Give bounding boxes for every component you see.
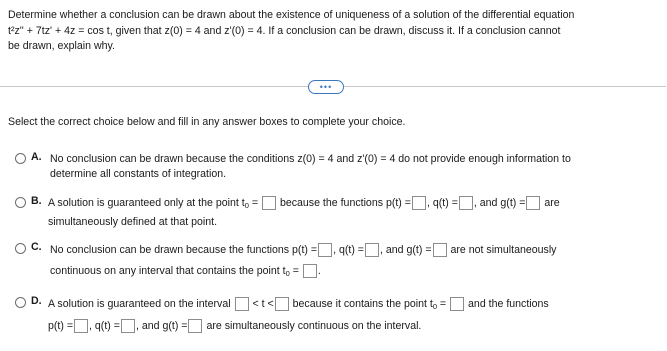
choice-b-text-1: A solution is guaranteed only at the point t (48, 197, 245, 209)
choice-d-text-3: because it contains the point t (292, 298, 433, 310)
answer-box-b-g[interactable] (526, 196, 540, 210)
radio-choice-b[interactable] (15, 197, 26, 208)
instruction-text: Select the correct choice below and fill in any answer boxes to complete your choice. (8, 116, 406, 128)
choice-d-line-1 (48, 296, 549, 315)
choice-c-letter: C. (31, 241, 42, 253)
more-options-button[interactable]: ••• (308, 80, 344, 94)
choice-c-text-5: continuous on any interval that contains the point t (50, 265, 286, 277)
question-line-3: be drawn, explain why. (8, 40, 115, 52)
choice-c-line-2: continuous on any interval that contains the point $t_0$ = . (50, 265, 321, 278)
radio-choice-a[interactable] (15, 153, 26, 164)
choice-b-text-2: because the functions p(t) = (279, 197, 411, 209)
choice-c-equals: = (289, 265, 299, 277)
question-text (8, 8, 663, 55)
answer-box-d-p[interactable] (74, 319, 88, 333)
answer-box-c-q[interactable] (365, 243, 379, 257)
choice-d-text-6: , q(t) = (89, 320, 120, 332)
choice-d-text-2: < t < (252, 298, 274, 310)
question-line-2: t²z'' + 7tz' + 4z = cos t, given that z(0) = 4 and z'(0) = 4. If a conclusion can be drawn, discuss it. If a conclusion cannot (8, 24, 561, 37)
choice-d-line-2 (48, 318, 421, 334)
choice-d-text-4: and the functions (468, 298, 549, 310)
choice-c-text-1: No conclusion can be drawn because the functions p(t) = (50, 244, 318, 256)
choice-a-letter: A. (31, 151, 42, 163)
answer-box-c-p[interactable] (318, 243, 332, 257)
choice-d-text-1: A solution is guaranteed on the interval (48, 298, 231, 310)
answer-box-d-q[interactable] (121, 319, 135, 333)
choice-b-subscript: 0 (244, 201, 249, 210)
choice-c-text-3: , and g(t) = (380, 244, 432, 256)
choice-d-equals: = (436, 298, 447, 310)
choice-b-line-1 (48, 195, 560, 214)
answer-box-b-t0[interactable] (262, 196, 276, 210)
answer-box-b-q[interactable] (459, 196, 473, 210)
choice-a-line-1: No conclusion can be drawn because the conditions z(0) = 4 and z'(0) = 4 do not provide enough information to (50, 153, 571, 165)
choice-c-line-1 (50, 242, 556, 258)
choice-c-text-2: , q(t) = (333, 244, 364, 256)
choice-d-subscript: 0 (432, 302, 437, 311)
choice-c-subscript: 0 (285, 269, 290, 278)
answer-box-c-t0[interactable] (303, 264, 317, 278)
choice-d-text-8: are simultaneously continuous on the interval. (206, 320, 422, 332)
answer-box-d-lower[interactable] (235, 297, 249, 311)
choice-b-equals: = (248, 197, 259, 209)
choice-b-text-5: are (544, 197, 560, 209)
answer-box-b-p[interactable] (412, 196, 426, 210)
question-line-1: Determine whether a conclusion can be drawn about the existence of uniqueness of a solution of the differential equation (8, 9, 575, 21)
radio-choice-d[interactable] (15, 297, 26, 308)
choice-c-text-4: are not simultaneously (450, 244, 557, 256)
answer-box-d-t0[interactable] (450, 297, 464, 311)
choice-b-text-4: , and g(t) = (473, 197, 526, 209)
answer-box-d-g[interactable] (188, 319, 202, 333)
radio-choice-c[interactable] (15, 243, 26, 254)
choice-d-letter: D. (31, 295, 42, 307)
choice-b-letter: B. (31, 195, 42, 207)
choice-a-line-2: determine all constants of integration. (50, 168, 227, 180)
choice-d-text-7: , and g(t) = (135, 320, 188, 332)
choice-b-line-2: simultaneously defined at that point. (48, 216, 218, 228)
choice-d-text-5: p(t) = (48, 320, 74, 332)
choice-b-text-3: , q(t) = (426, 197, 458, 209)
answer-box-d-upper[interactable] (275, 297, 289, 311)
answer-box-c-g[interactable] (433, 243, 447, 257)
